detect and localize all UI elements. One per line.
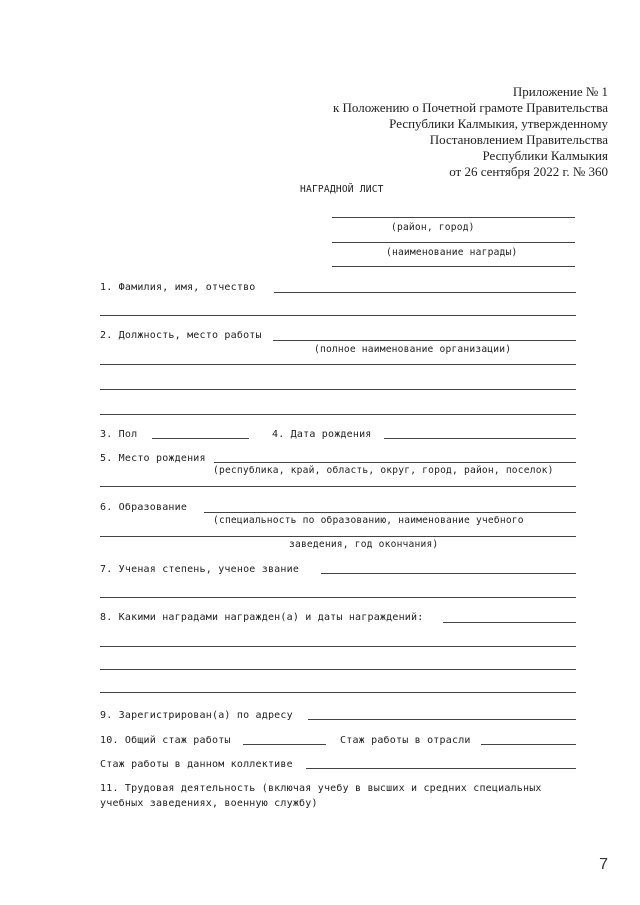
field-work-history-label-cont: учебных заведениях, военную службу) [100,798,318,809]
award-name-caption: (наименование награды) [386,247,518,258]
appendix-date-line: от 26 сентября 2022 г. № 360 [449,164,608,179]
document-title: НАГРАДНОЙ ЛИСТ [300,184,384,195]
field-full-name-line [274,292,576,293]
field-education-label: 6. Образование [100,502,188,513]
field-position-line [100,389,576,390]
field-work-history-label: 11. Трудовая деятельность (включая учебу в высших и средних специальных [100,783,542,794]
field-full-name-label: 1. Фамилия, имя, отчество [100,282,256,293]
field-awards-line [443,622,576,623]
org-full-name-caption: (полное наименование организации) [314,344,512,355]
field-position-line [100,414,576,415]
field-address-line [308,719,576,720]
education-caption: заведения, год окончания) [289,539,439,550]
field-degree-line [321,573,576,574]
field-team-experience-label: Стаж работы в данном коллективе [100,759,293,770]
field-awards-line [100,669,576,670]
field-education-line [204,512,576,513]
district-city-caption: (район, город) [391,222,475,233]
field-degree-line [100,597,576,598]
field-sex-line [152,438,249,439]
field-education-line [100,536,576,537]
appendix-ref-line: Республики Калмыкия, утвержденному [389,116,608,131]
field-awards-label: 8. Какими наградами награжден(а) и даты награждений: [100,612,424,623]
field-full-name-line [100,315,576,316]
field-position-line [273,340,576,341]
field-birthplace-label: 5. Место рождения [100,453,206,464]
appendix-number: Приложение № 1 [512,84,608,99]
field-address-label: 9. Зарегистрирован(а) по адресу [100,710,293,721]
field-birth-date-label: 4. Дата рождения [272,429,372,440]
birthplace-caption: (республика, край, область, округ, город, район, поселок) [213,465,554,476]
page-number: 7 [599,856,608,873]
field-position-label: 2. Должность, место работы [100,330,262,341]
field-sex-label: 3. Пол [100,429,138,440]
field-degree-label: 7. Ученая степень, ученое звание [100,564,300,575]
award-name-line [332,242,575,243]
field-awards-line [100,646,576,647]
award-name-line [332,266,575,267]
appendix-ref-line: к Положению о Почетной грамоте Правительства [332,100,608,115]
field-industry-experience-label: Стаж работы в отрасли [340,735,471,746]
field-birthplace-line [214,462,576,463]
field-awards-line [100,692,576,693]
field-industry-experience-line [481,744,576,745]
district-city-line [332,217,575,218]
appendix-ref-line: Постановлением Правительства [429,132,608,147]
field-total-experience-line [243,744,326,745]
education-caption: (специальность по образованию, наименование учебного [213,515,524,526]
field-birthplace-line [100,486,576,487]
field-position-line [100,364,576,365]
appendix-ref-line: Республики Калмыкия [482,148,608,163]
field-team-experience-line [306,768,576,769]
field-total-experience-label: 10. Общий стаж работы [100,735,231,746]
field-birth-date-line [384,438,576,439]
